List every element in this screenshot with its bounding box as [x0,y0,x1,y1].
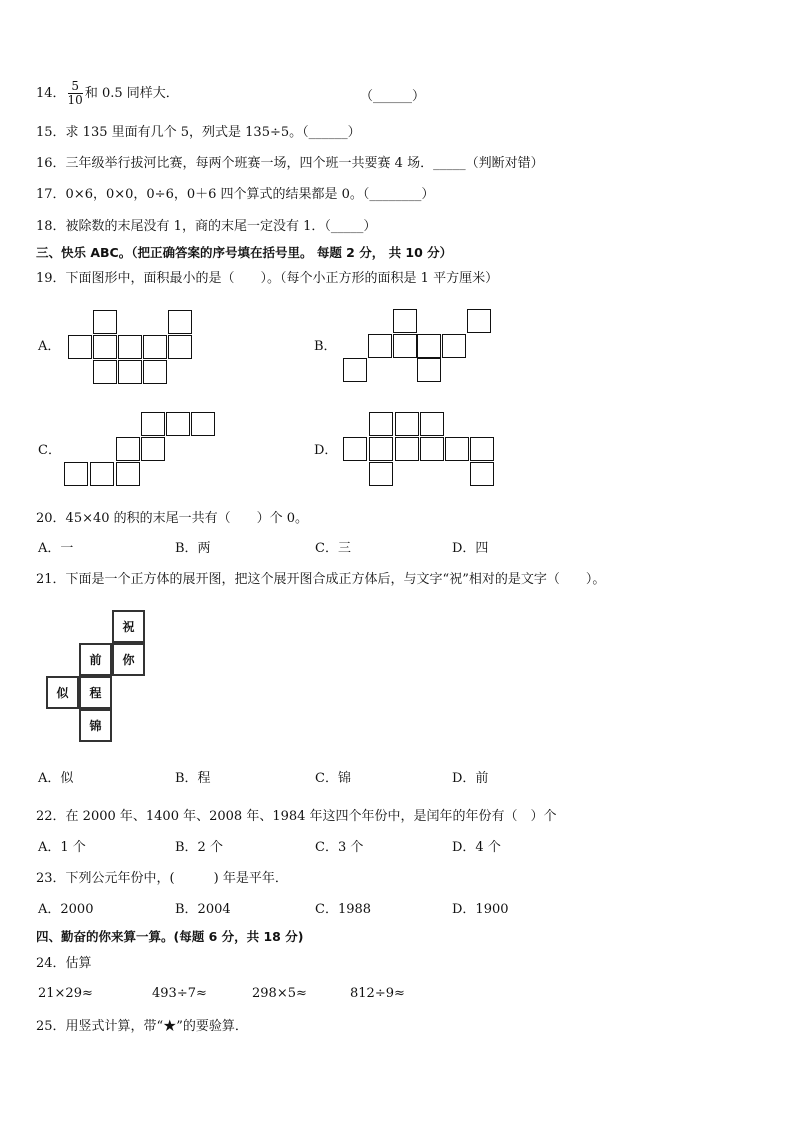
question-19: 19．下面图形中，面积最小的是（ ）。（每个小正方形的面积是 1 平方厘米） [36,271,499,286]
net-cell-ni: 你 [112,643,145,676]
net-cell-qian: 前 [79,643,112,676]
q20-option-a[interactable]: A．一 [38,541,74,556]
option-d-label[interactable]: D． [314,443,338,458]
question-16: 16．三年级举行拔河比赛，每两个班赛一场，四个班一共要赛 4 场．_____（判断对错） [36,156,544,171]
question-14 [36,80,179,107]
net-cell-jin: 锦 [79,709,112,742]
estimate-item[interactable]: 298×5≈ [252,986,307,1001]
q22-option-a[interactable]: A．1 个 [38,840,86,855]
question-22: 22．在 2000 年、1400 年、2008 年、1984 年这四个年份中，是闰年的年份有（ ）个 [36,809,557,824]
q21-option-b[interactable]: B．程 [175,771,211,786]
q20-option-d[interactable]: D．四 [452,541,489,556]
cube-net [46,610,146,750]
question-21: 21．下面是一个正方体的展开图，把这个展开图合成正方体后，与文字“祝”相对的是文字（ ）。 [36,572,606,587]
question-25: 25．用竖式计算，带“★”的要验算． [36,1019,248,1034]
q23-option-a[interactable]: A．2000 [38,902,94,917]
q23-option-d[interactable]: D．1900 [452,902,509,917]
net-cell-cheng: 程 [79,676,112,709]
estimate-item[interactable]: 21×29≈ [38,986,93,1001]
net-cell-zhu: 祝 [112,610,145,643]
q22-option-c[interactable]: C．3 个 [315,840,364,855]
question-18: 18．被除数的末尾没有 1，商的末尾一定没有 1．（_____） [36,219,377,234]
option-b-label[interactable]: B． [314,339,337,354]
q21-option-d[interactable]: D．前 [452,771,489,786]
question-17: 17．0×6，0×0，0÷6，0＋6 四个算式的结果都是 0。（________） [36,187,435,202]
section-4-heading: 四、勤奋的你来算一算。(每题 6 分，共 18 分) [36,929,304,944]
q23-option-c[interactable]: C．1988 [315,902,372,917]
q22-option-d[interactable]: D．4 个 [452,840,501,855]
question-24: 24．估算 [36,956,92,971]
q23-option-b[interactable]: B．2004 [175,902,231,917]
q20-option-c[interactable]: C．三 [315,541,351,556]
net-cell-si: 似 [46,676,79,709]
q20-option-b[interactable]: B．两 [175,541,211,556]
fraction-numerator: 5 [68,80,83,94]
fraction-denominator: 10 [67,93,83,107]
question-15: 15．求 135 里面有几个 5，列式是 135÷5。（______） [36,125,361,140]
q14-answer-blank[interactable]: （______） [360,89,426,104]
q21-option-a[interactable]: A．似 [38,771,74,786]
q21-option-c[interactable]: C．锦 [315,771,351,786]
estimate-item[interactable]: 812÷9≈ [350,986,405,1001]
question-20: 20．45×40 的积的末尾一共有（ ）个 0。 [36,511,309,526]
q14-number: 14． [36,86,66,101]
question-23: 23．下列公元年份中，( ) 年是平年． [36,871,288,886]
q22-option-b[interactable]: B．2 个 [175,840,223,855]
q14-text: 和 0.5 同样大． [84,86,179,101]
option-c-label[interactable]: C． [38,443,61,458]
section-3-heading: 三、快乐 ABC。（把正确答案的序号填在括号里。 每题 2 分， 共 10 分） [36,245,453,260]
estimate-item[interactable]: 493÷7≈ [152,986,207,1001]
fraction [68,80,83,107]
option-a-label[interactable]: A． [38,339,61,354]
